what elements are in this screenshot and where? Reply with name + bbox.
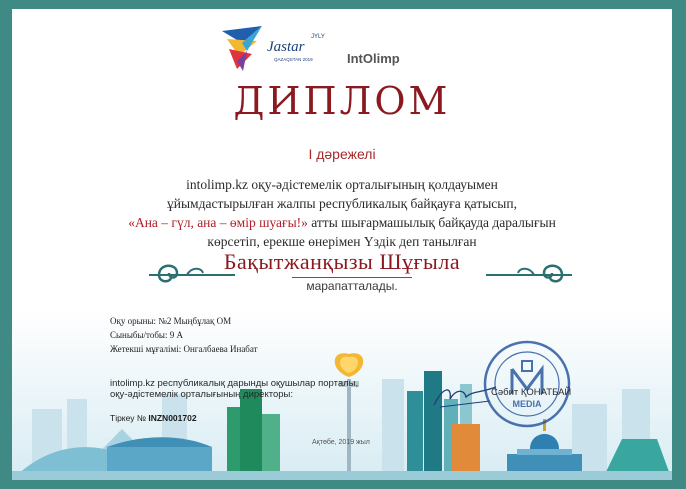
body-line-3-rest: атты шығармашылық байқауда даралығын [307, 215, 556, 230]
grade-info: Сыныбы/тобы: 9 А [110, 330, 183, 340]
registration-value: INZN001702 [148, 413, 197, 423]
intolimp-logo: IntOlimp [347, 51, 400, 66]
body-line-3 [52, 213, 632, 232]
place-and-date: Ақтөбе, 2019 жыл [312, 439, 370, 446]
diploma-title: ДИПЛОМ [233, 79, 451, 123]
jastar-logo-text: Jastar [267, 39, 305, 55]
jastar-logo-icon [217, 21, 272, 76]
portal-line-2: оқу-әдістемелік орталығының директоры: [110, 389, 293, 400]
school-info: Оқу орыны: №2 Мыңбұлақ ОМ [110, 316, 232, 326]
awarded-label: марапатталады. [292, 277, 412, 293]
teacher-info: Жетекші мұғалімі: Онгалбаева Инабат [110, 344, 258, 354]
body-line-2: ұйымдастырылған жалпы республикалық байқауға қатысып, [167, 196, 517, 211]
seal-text: MEDIA [512, 399, 542, 409]
diploma-body-text [52, 175, 632, 251]
portal-director-caption [110, 378, 358, 400]
recipient-name: Бақытжанқызы Шұғыла [223, 249, 461, 274]
jastar-logo-superscript: JYLY [311, 34, 325, 40]
body-line-4: көрсетіп, ерекше өнерімен Үздік деп танылған [207, 234, 477, 249]
official-seal-icon [482, 339, 572, 429]
registration-label: Тіркеу № [110, 413, 149, 423]
registration-number [110, 413, 197, 423]
body-line-1: intolimp.kz оқу-әдістемелік орталығының қолдауымен [186, 177, 498, 192]
portal-line-1: intolimp.kz республикалық дарынды оқушылар порталы, [110, 378, 359, 389]
jastar-logo-subtitle: QAZAQSTAN 2019 [274, 57, 313, 62]
degree-label: І дәрежелі [308, 146, 376, 162]
contest-name: «Ана – гүл, ана – өмір шуағы!» [128, 215, 308, 230]
diploma-sheet [12, 9, 672, 480]
director-name: Сәбит ҚОНАТБАЙ [491, 387, 572, 398]
